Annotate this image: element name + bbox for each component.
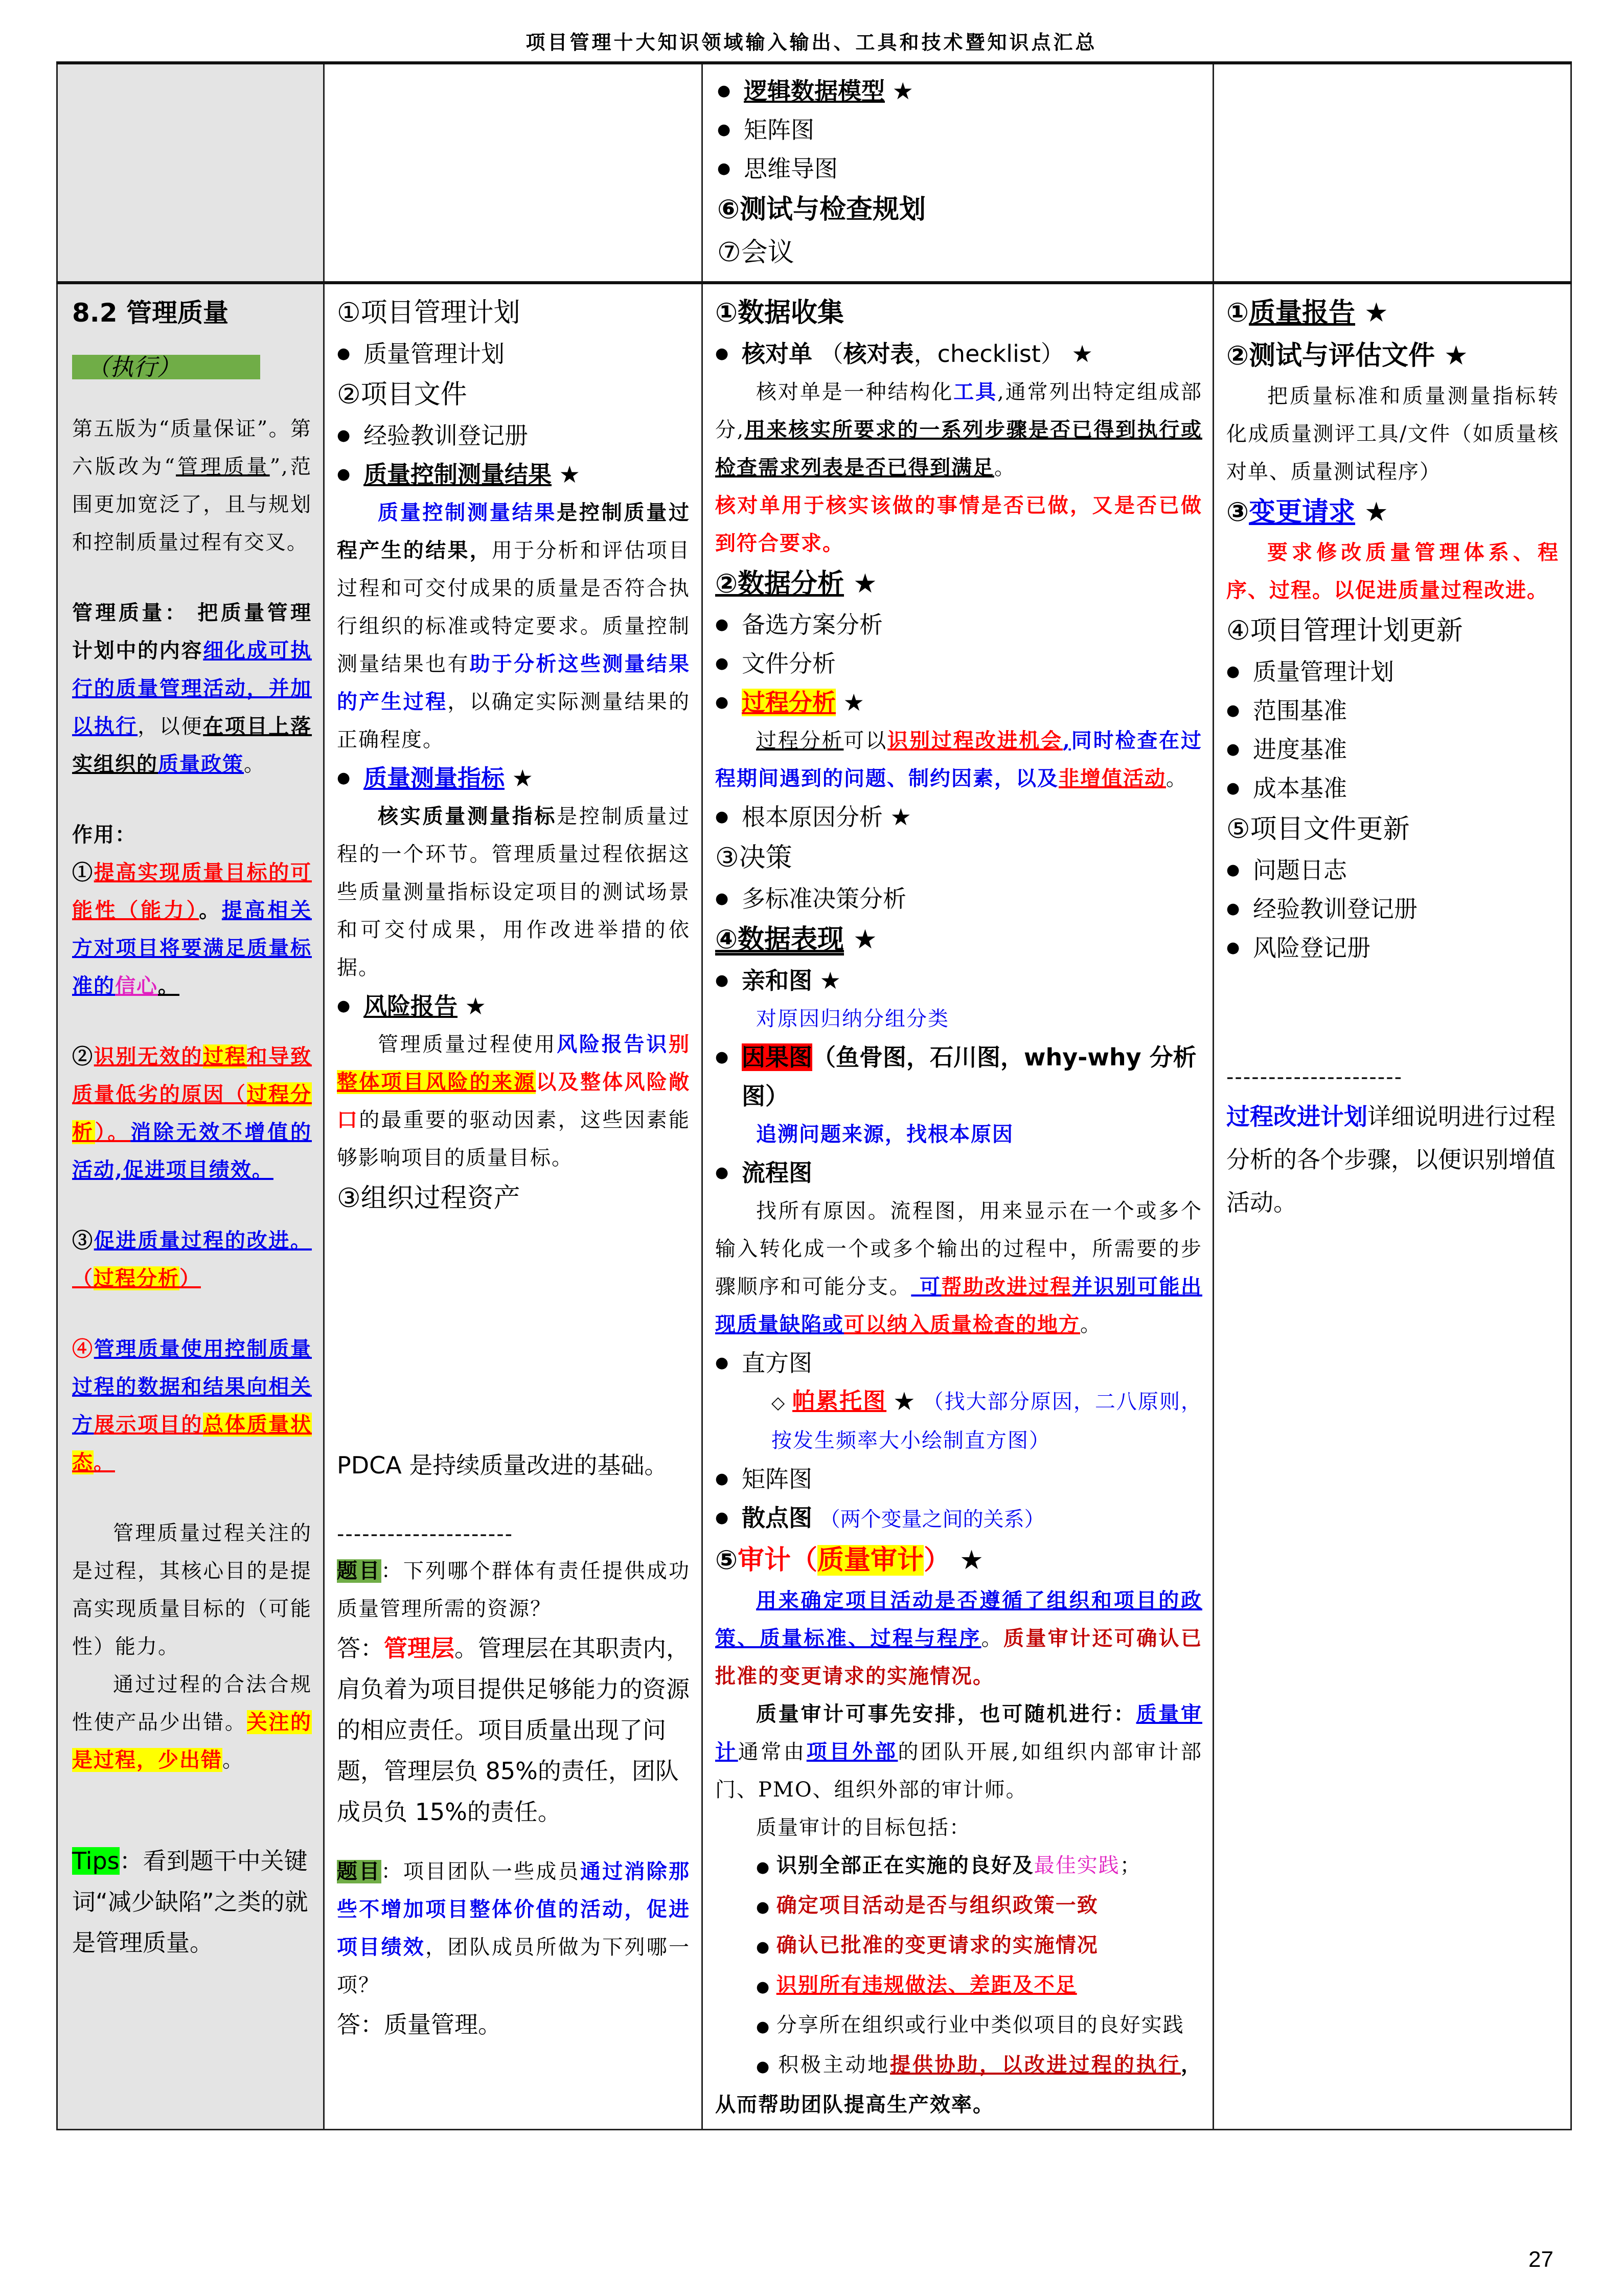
input-heading: ①项目管理计划 [337, 298, 520, 328]
focus-note-2: 通过过程的合法合规性使产品少出错。关注的是过程，少出错。 [72, 1673, 312, 1772]
tool-bullet: ● 核对单 （核对表，checklist） ★ [715, 334, 1202, 373]
tool-bullet: ● 思维导图 [717, 149, 1201, 188]
focus-note: 管理质量过程关注的是过程，其核心目的是提高实现质量目标的（可能性）能力。 [72, 1521, 312, 1658]
bullet-icon: ● [756, 1978, 776, 1996]
tool-heading: ④数据表现 ★ [715, 924, 877, 955]
tool-bullet: ● 根本原因分析 ★ [715, 798, 1202, 836]
tool-heading: ③决策 [715, 843, 792, 873]
role-4: ④管理质量使用控制质量过程的数据和结果向相关方展示项目的总体质量状态。 [72, 1337, 312, 1474]
inputs-cell-empty [324, 63, 702, 283]
bullet-icon: ● [756, 1938, 776, 1956]
pdca-note: PDCA 是持续质量改进的基础。 [337, 1451, 668, 1479]
answer-1: 答：管理层。管理层在其职责内，肩负着为项目提供足够能力的资源的相应责任。项目质量出现了问题，管理层负 85%的责任，团队成员负 15%的责任。 [337, 1634, 690, 1826]
output-heading: ②测试与评估文件 ★ [1226, 340, 1468, 371]
tool-bullet: ● 因果图（鱼骨图，石川图，why-why 分析图） [715, 1038, 1202, 1116]
process-group-tag: （执行） [72, 355, 260, 379]
tool-heading: ①数据收集 [715, 298, 844, 328]
tool-bullet: ● 多标准决策分析 [715, 879, 1202, 918]
tool-bullet: ● 矩阵图 [717, 110, 1201, 149]
audit-description: 用来确定项目活动是否遵循了组织和项目的政策、质量标准、过程与程序。质量审计还可确认已批准的变更请求的实施情况。 [715, 1588, 1203, 1688]
star-icon: ★ [853, 569, 877, 599]
risk-description: 管理质量过程使用风险报告识别整体项目风险的来源以及整体风险敞口的最重要的驱动因素，这些因素能够影响项目的质量目标。 [337, 1032, 691, 1170]
tool-bullet: ● 文件分析 [715, 644, 1202, 683]
tool-heading: ⑦会议 [717, 237, 794, 268]
output-bullet: ● 成本基准 [1226, 769, 1559, 808]
audit-goal: ● 分享所在组织或行业中类似项目的良好实践 [756, 2013, 1184, 2037]
checklist-description: 核对单是一种结构化工具,通常列出特定组成部分,用来核实所要求的一系列步骤是否已得到执行或检查需求列表是否已得到满足。 [715, 380, 1203, 480]
star-icon: ★ [894, 1390, 916, 1414]
tools-cell-continued [702, 63, 1214, 283]
qmm-description: 核实质量测量指标是控制质量过程的一个环节。管理质量过程依据这些质量测量指标设定项目的测试场景和可交付成果，用作改进举措的依据。 [337, 804, 691, 980]
table-row-continued [57, 63, 1571, 283]
tool-bullet: ● 散点图 （两个变量之间的关系） [715, 1498, 1202, 1539]
answer-2: 答：质量管理。 [337, 2011, 501, 2038]
tool-bullet: ● 流程图 [715, 1153, 1202, 1192]
diamond-icon: ◇ [771, 1393, 793, 1413]
star-icon: ★ [890, 803, 911, 831]
tools-cell [702, 283, 1214, 2130]
output-bullet: ● 质量管理计划 [1226, 652, 1559, 691]
definition: 管理质量： 把质量管理计划中的内容细化成可执行的质量管理活动，并加以执行，以便在项目上落实组织的质量政策。 [72, 601, 312, 776]
star-icon: ★ [1444, 340, 1468, 371]
output-bullet: ● 范围基准 [1226, 691, 1559, 730]
tool-bullet: ● 矩阵图 [715, 1460, 1202, 1498]
table-row-manage-quality [57, 283, 1571, 2130]
input-bullet: ● 质量控制测量结果 ★ [337, 455, 690, 494]
outputs-cell-empty [1214, 63, 1571, 283]
page-title: 项目管理十大知识领域输入输出、工具和技术暨知识点汇总 [525, 31, 1098, 54]
tool-bullet: ● 过程分析 ★ [715, 683, 1202, 722]
tool-bullet: ● 直方图 [715, 1344, 1202, 1382]
qcm-description: 质量控制测量结果是控制质量过程产生的结果，用于分析和评估项目过程和可交付成果的质量是否符合执行组织的标准或特定要求。质量控制测量结果也有助于分析这些测量结果的产生过程，以确定实际测量结果的正确程度。 [337, 501, 691, 752]
output-bullet: ● 经验教训登记册 [1226, 890, 1559, 928]
bullet-icon: ● [756, 1858, 776, 1876]
output-bullet: ● 问题日志 [1226, 851, 1559, 890]
audit-schedule: 质量审计可事先安排，也可随机进行：质量审计通常由项目外部的团队开展,如组织内部审计部门、PMO、组织外部的审计师。 [715, 1702, 1203, 1802]
output-heading: ③变更请求 ★ [1226, 497, 1388, 528]
star-icon: ★ [1364, 497, 1388, 528]
inputs-cell [324, 283, 702, 2130]
role-1: ①提高实现质量目标的可能性（能力）。提高相关方对项目将要满足质量标准的信心。 [72, 860, 312, 998]
cause-effect-description: 追溯问题来源，找根本原因 [756, 1122, 1014, 1146]
tool-bullet: ● 亲和图 ★ [715, 961, 1202, 1000]
output-heading: ⑤项目文件更新 [1226, 814, 1410, 845]
tool-heading: ②数据分析 ★ [715, 569, 877, 599]
input-bullet: ● 风险报告 ★ [337, 987, 690, 1026]
question-2: 题目：项目团队一些成员通过消除那些不增加项目整体价值的活动，促进项目绩效，团队成员所做为下列哪一项？ [337, 1859, 691, 1997]
divider: --------------------- [337, 1522, 514, 1546]
audit-goal: ● 识别所有违规做法、差距及不足 [756, 1973, 1077, 1997]
tips-note: Tips：看到题干中关键词“减少缺陷”之类的就是管理质量。 [72, 1847, 308, 1957]
tool-bullet: ● 备选方案分析 [715, 605, 1202, 644]
audit-goals-label: 质量审计的目标包括： [756, 1816, 971, 1839]
checklist-note: 核对单用于核实该做的事情是否已做，又是否已做到符合要求。 [715, 493, 1202, 555]
bullet-icon: ● [756, 2058, 779, 2076]
input-bullet: ● 质量管理计划 [337, 334, 690, 373]
affinity-description: 对原因归纳分组分类 [756, 1007, 949, 1031]
role-3: ③促进质量过程的改进。（过程分析） [72, 1229, 312, 1290]
question-1: 题目：下列哪个群体有责任提供成功质量管理所需的资源？ [337, 1559, 691, 1621]
process-improvement-plan-note: 过程改进计划详细说明进行过程分析的各个步骤，以便识别增值活动。 [1226, 1103, 1556, 1216]
outputs-cell [1214, 283, 1571, 2130]
tool-heading: ⑥测试与检查规划 [717, 194, 926, 225]
input-bullet: ● 经验教训登记册 [337, 416, 690, 455]
tool-bullet: ● 逻辑数据模型 ★ [717, 72, 1201, 110]
change-request-description: 要求修改质量管理体系、程序、过程。以促进质量过程改进。 [1226, 540, 1559, 602]
input-bullet: ● 质量测量指标 ★ [337, 759, 690, 798]
bullet-icon: ● [756, 2018, 776, 2036]
pareto-item: ◇ 帕累托图 ★ （找大部分原因，二八原则，按发生频率大小绘制直方图） [771, 1388, 1203, 1452]
star-icon: ★ [512, 764, 533, 792]
process-analysis-description: 过程分析可以识别过程改进机会,同时检查在过程期间遇到的问题、制约因素，以及非增值活动。 [715, 729, 1203, 790]
role-2: ②识别无效的过程和导致质量低劣的原因（过程分析）。消除无效不增值的活动,促进项目绩效。 [72, 1044, 312, 1182]
bullet-icon: ● [756, 1898, 776, 1916]
star-icon: ★ [1071, 340, 1093, 368]
star-icon: ★ [892, 77, 913, 105]
process-cell [57, 283, 324, 2130]
star-icon: ★ [465, 992, 486, 1020]
roles-label: 作用： [72, 823, 136, 847]
input-heading: ③组织过程资产 [337, 1183, 520, 1214]
tips-badge: Tips [72, 1847, 120, 1875]
output-bullet: ● 风险登记册 [1226, 928, 1559, 967]
output-heading: ④项目管理计划更新 [1226, 616, 1463, 646]
input-heading: ②项目文件 [337, 379, 467, 410]
page-number: 27 [1528, 2247, 1553, 2272]
divider: --------------------- [1226, 1065, 1403, 1089]
audit-goal: ● 识别全部正在实施的良好及最佳实践； [756, 1853, 1141, 1877]
star-icon: ★ [853, 924, 877, 955]
process-title: 8.2 管理质量 [72, 298, 228, 328]
audit-goal: ● 积极主动地提供协助，以改进过程的执行，从而帮助团队提高生产效率。 [715, 2053, 1203, 2117]
output-heading: ①质量报告 ★ [1226, 298, 1388, 328]
tool-heading: ⑤审计（质量审计） ★ [715, 1545, 984, 1576]
question-badge: 题目 [337, 1860, 381, 1883]
star-icon: ★ [843, 689, 864, 716]
audit-goal: ● 确定项目活动是否与组织政策一致 [756, 1893, 1099, 1917]
knowledge-table [56, 61, 1572, 2130]
star-icon: ★ [1364, 298, 1388, 328]
question-badge: 题目 [337, 1559, 381, 1583]
star-icon: ★ [819, 967, 841, 994]
star-icon: ★ [559, 461, 580, 488]
output-bullet: ● 进度基准 [1226, 730, 1559, 769]
edition-note: 第五版为“质量保证”。第六版改为“管理质量”,范围更加宽泛了，且与规划和控制质量过程有交叉。 [72, 417, 312, 554]
audit-goal: ● 确认已批准的变更请求的实施情况 [756, 1933, 1099, 1957]
process-cell-empty [57, 63, 324, 283]
star-icon: ★ [959, 1545, 984, 1576]
flowchart-description: 找所有原因。流程图，用来显示在一个或多个输入转化成一个或多个输出的过程中，所需要的步骤顺序和可能分支。 可帮助改进过程并识别可能出现质量缺陷或可以纳入质量检查的地方。 [715, 1199, 1202, 1336]
test-docs-description: 把质量标准和质量测量指标转化成质量测评工具/文件（如质量核对单、质量测试程序） [1226, 384, 1559, 484]
